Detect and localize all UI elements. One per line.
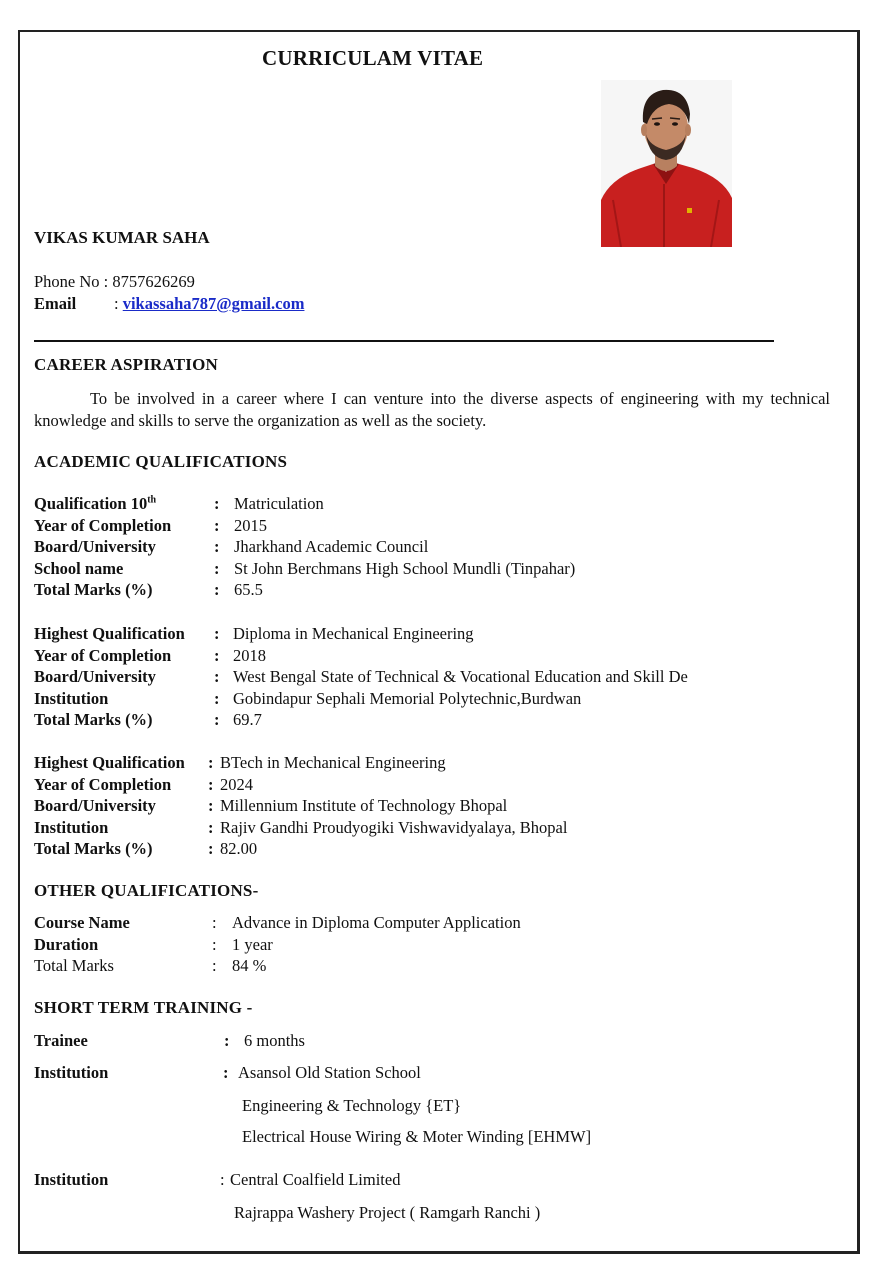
row-label-text: Board/University xyxy=(34,796,156,816)
email-value-line xyxy=(114,294,304,314)
email-link[interactable]: vikassaha787@gmail.com xyxy=(122,294,305,313)
row-value: 1 year xyxy=(232,934,273,954)
career-heading: CAREER ASPIRATION xyxy=(34,355,218,374)
row-colon: : xyxy=(208,774,214,794)
row-colon: : xyxy=(214,494,220,513)
row-label-text: Total Marks xyxy=(34,956,114,976)
row-value: 2024 xyxy=(220,774,253,794)
row-label xyxy=(34,559,123,579)
row-value: 65.5 xyxy=(234,580,263,600)
email-label: Email xyxy=(34,294,77,313)
row-value: Gobindapur Sephali Memorial Polytechnic,Burdwan xyxy=(233,688,582,708)
row-label-text: Institution xyxy=(34,817,109,837)
candidate-name: VIKAS KUMAR SAHA xyxy=(34,228,210,247)
institution-line: Asansol Old Station School xyxy=(238,1063,421,1082)
row-label-text: Board/University xyxy=(34,667,156,687)
row-colon: : xyxy=(208,753,214,772)
row-label-text: Total Marks (%) xyxy=(34,580,153,600)
row-value: 82.00 xyxy=(220,839,258,859)
institution-label: Institution xyxy=(34,1063,109,1082)
email-line xyxy=(34,294,76,314)
row-colon: : xyxy=(212,956,217,976)
institution-line: Electrical House Wiring & Moter Winding [EHMW] xyxy=(242,1127,592,1146)
row-label-text: Year of Completion xyxy=(34,515,172,535)
row-value: 2015 xyxy=(234,515,267,535)
row-label xyxy=(34,818,108,838)
row-label xyxy=(34,935,98,955)
row-colon: : xyxy=(214,688,220,708)
row-value: 69.7 xyxy=(233,710,262,730)
row-colon: : xyxy=(214,558,220,578)
row-value: Advance in Diploma Computer Application xyxy=(232,913,521,932)
row-label-text: Year of Completion xyxy=(34,774,172,794)
trainee-label: Trainee xyxy=(34,1031,88,1050)
row-colon: : xyxy=(208,796,214,816)
row-colon: : xyxy=(214,624,220,643)
row-value: Millennium Institute of Technology Bhopal xyxy=(220,796,508,816)
row-label xyxy=(34,839,153,859)
phone-label: Phone No xyxy=(34,272,100,291)
phone-separator: : xyxy=(99,272,113,291)
row-label xyxy=(34,689,108,709)
row-label-text: Year of Completion xyxy=(34,645,172,665)
row-label-superscript: th xyxy=(147,494,157,506)
row-label xyxy=(34,753,185,773)
row-label-text: Institution xyxy=(34,688,109,708)
row-colon: : xyxy=(214,645,220,665)
row-colon: : xyxy=(208,817,214,837)
row-value: Matriculation xyxy=(234,494,324,513)
institution-colon: : xyxy=(220,1170,225,1189)
row-value: Rajiv Gandhi Proudyogiki Vishwavidyalaya, Bhopal xyxy=(220,817,568,837)
row-label-text: Duration xyxy=(34,934,99,954)
institution-line: Engineering & Technology {ET} xyxy=(242,1096,462,1115)
row-label-text: Course Name xyxy=(34,913,130,932)
institution-line: Rajrappa Washery Project ( Ramgarh Ranchi ) xyxy=(234,1203,541,1222)
email-separator: : xyxy=(114,294,123,313)
phone-line xyxy=(34,272,195,292)
institution-line: Central Coalfield Limited xyxy=(230,1170,401,1189)
institution-label: Institution xyxy=(34,1170,109,1189)
row-label-text: Total Marks (%) xyxy=(34,710,153,730)
row-label xyxy=(34,775,171,795)
row-colon: : xyxy=(212,934,217,954)
row-label xyxy=(34,710,153,730)
row-value: Jharkhand Academic Council xyxy=(234,537,429,557)
row-value: BTech in Mechanical Engineering xyxy=(220,753,446,772)
document-title: CURRICULAM VITAE xyxy=(262,46,484,70)
profile-photo xyxy=(601,80,732,247)
row-label xyxy=(34,580,153,600)
row-label xyxy=(34,796,156,816)
row-value: 2018 xyxy=(233,645,266,665)
row-label xyxy=(34,537,156,557)
institution-colon: : xyxy=(223,1063,229,1082)
row-value: Diploma in Mechanical Engineering xyxy=(233,624,474,643)
career-paragraph: To be involved in a career where I can venture into the diverse aspects of engineering with my technical knowledge and skills to serve the organization as well as the society. xyxy=(34,389,830,430)
row-value: 84 % xyxy=(232,956,267,976)
row-label xyxy=(34,516,171,536)
row-colon: : xyxy=(214,667,220,687)
trainee-colon: : xyxy=(224,1031,230,1050)
row-label xyxy=(34,667,156,687)
row-label xyxy=(34,494,156,514)
row-label-text: Highest Qualification xyxy=(34,624,185,643)
row-label-text: School name xyxy=(34,558,124,578)
row-colon: : xyxy=(208,839,214,859)
row-colon: : xyxy=(214,710,220,730)
portrait-image xyxy=(601,80,732,247)
phone-number: 8757626269 xyxy=(112,272,195,291)
row-label xyxy=(34,913,130,933)
row-value: West Bengal State of Technical & Vocational Education and Skill De xyxy=(233,667,688,687)
row-label xyxy=(34,956,114,976)
row-colon: : xyxy=(214,537,220,557)
row-value: St John Berchmans High School Mundli (Tinpahar) xyxy=(234,558,576,578)
row-label xyxy=(34,624,185,644)
row-label xyxy=(34,646,171,666)
row-label-text: Total Marks (%) xyxy=(34,839,153,859)
academic-heading: ACADEMIC QUALIFICATIONS xyxy=(34,452,288,471)
row-label-text: Qualification 10 xyxy=(34,494,148,513)
row-colon: : xyxy=(214,515,220,535)
row-label-text: Highest Qualification xyxy=(34,753,185,772)
row-colon: : xyxy=(212,913,217,932)
trainee-value: 6 months xyxy=(244,1031,305,1050)
row-label-text: Board/University xyxy=(34,537,156,557)
header-divider xyxy=(34,340,774,342)
row-colon: : xyxy=(214,580,220,600)
training-heading: SHORT TERM TRAINING - xyxy=(34,998,253,1017)
other-heading: OTHER QUALIFICATIONS- xyxy=(34,881,259,900)
